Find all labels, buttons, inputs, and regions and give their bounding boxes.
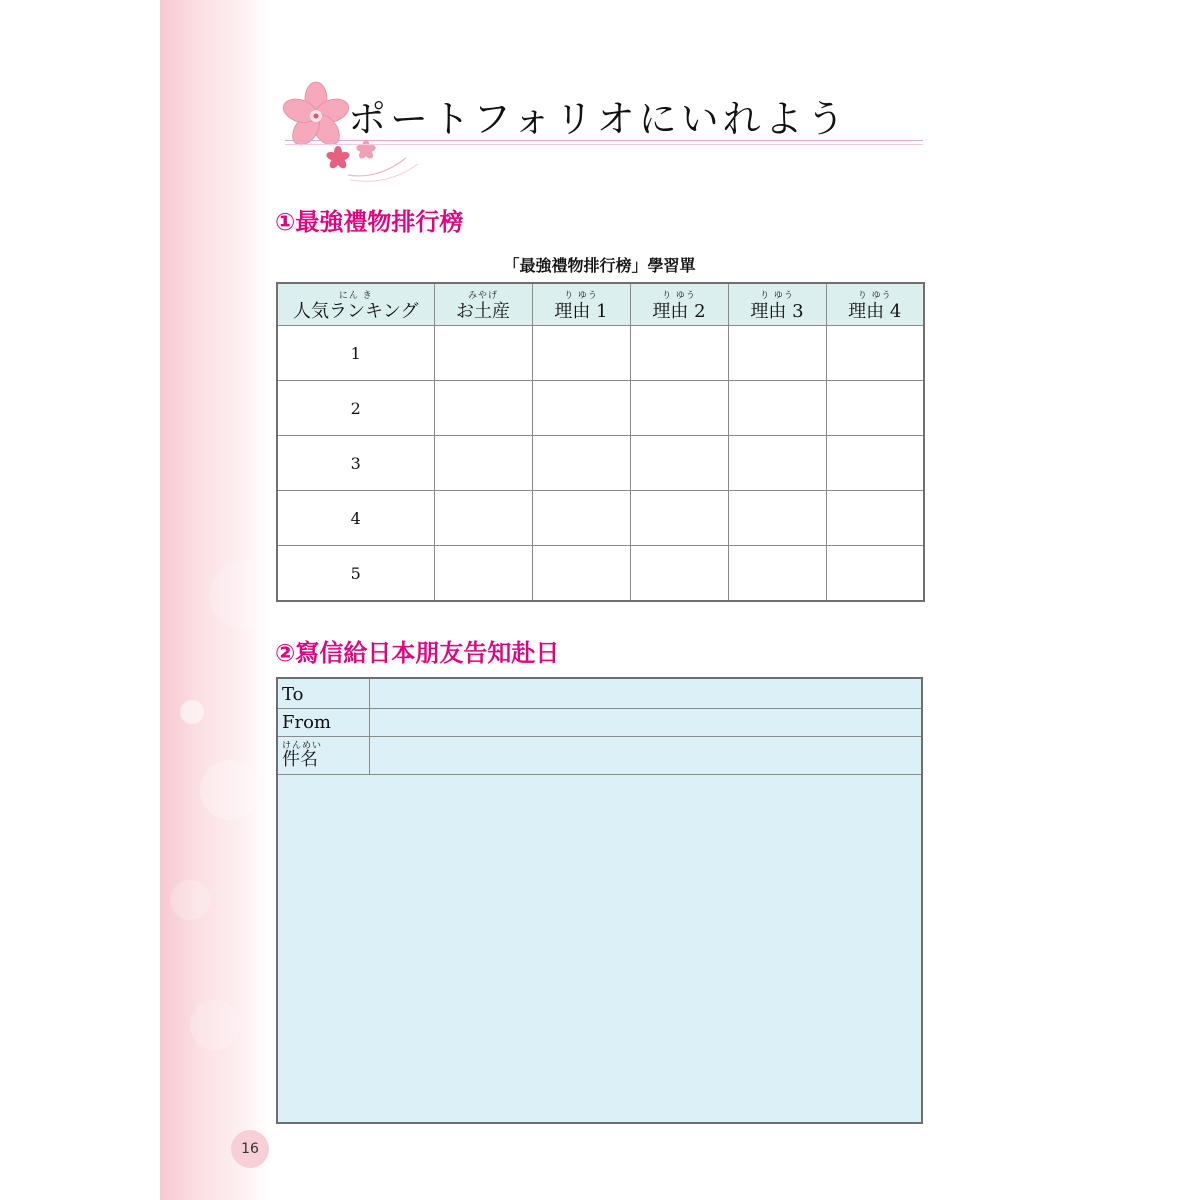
letter-to-row	[278, 679, 921, 709]
table-row	[277, 436, 924, 491]
header-ruby: みやげ	[467, 291, 498, 301]
to-label-cell	[278, 679, 370, 708]
letter-from-row	[278, 708, 921, 737]
section-heading-ranking: ①最強禮物排行榜	[275, 208, 464, 236]
ranking-table	[276, 282, 925, 602]
reason-cell[interactable]	[532, 491, 630, 546]
section-heading-letter: ②寫信給日本朋友告知赴日	[275, 639, 560, 667]
header-reason-2	[630, 283, 728, 326]
from-label-cell	[278, 708, 370, 736]
table-row	[277, 326, 924, 381]
table-row	[277, 381, 924, 436]
reason-cell[interactable]	[826, 546, 924, 602]
souvenir-cell[interactable]	[434, 491, 532, 546]
rank-cell: 1	[277, 326, 434, 381]
reason-cell[interactable]	[532, 326, 630, 381]
side-decoration-band	[160, 0, 272, 1200]
rank-cell: 2	[277, 381, 434, 436]
table-header-row	[277, 283, 924, 326]
reason-cell[interactable]	[728, 491, 826, 546]
subject-label: 件名	[282, 749, 318, 770]
reason-cell[interactable]	[532, 546, 630, 602]
rank-cell: 5	[277, 546, 434, 602]
reason-cell[interactable]	[532, 381, 630, 436]
header-popularity-ranking	[277, 283, 434, 326]
page-number: 16	[231, 1130, 269, 1168]
from-label: From	[282, 712, 331, 733]
reason-cell[interactable]	[630, 546, 728, 602]
rank-cell: 3	[277, 436, 434, 491]
to-label: To	[282, 684, 304, 705]
letter-subject-row	[278, 736, 921, 775]
reason-cell[interactable]	[630, 326, 728, 381]
title-underline	[285, 140, 923, 141]
page-title: ポートフォリオにいれよう	[348, 97, 849, 141]
table-row	[277, 546, 924, 602]
header-souvenir	[434, 283, 532, 326]
header-label: 人気ランキング	[293, 301, 419, 322]
reason-cell[interactable]	[532, 436, 630, 491]
table-caption: 「最強禮物排行榜」學習單	[503, 256, 696, 275]
reason-cell[interactable]	[826, 381, 924, 436]
reason-cell[interactable]	[826, 326, 924, 381]
header-label: お土産	[456, 301, 510, 322]
header-ruby: り ゆう	[564, 291, 598, 301]
reason-cell[interactable]	[630, 436, 728, 491]
header-label: 理由 2	[652, 301, 706, 322]
header-label: 理由 3	[750, 301, 804, 322]
header-ruby: にん き	[338, 291, 373, 301]
souvenir-cell[interactable]	[434, 326, 532, 381]
subject-label-cell	[278, 736, 370, 774]
table-row	[277, 491, 924, 546]
header-ruby: り ゆう	[662, 291, 696, 301]
header-ruby: り ゆう	[760, 291, 794, 301]
reason-cell[interactable]	[728, 546, 826, 602]
souvenir-cell[interactable]	[434, 436, 532, 491]
header-reason-1	[532, 283, 630, 326]
title-underline-secondary	[285, 144, 923, 145]
reason-cell[interactable]	[826, 436, 924, 491]
header-reason-4	[826, 283, 924, 326]
reason-cell[interactable]	[630, 491, 728, 546]
reason-cell[interactable]	[728, 381, 826, 436]
subject-ruby: けんめい	[282, 741, 323, 751]
header-label: 理由 1	[554, 301, 608, 322]
header-ruby: り ゆう	[857, 291, 892, 301]
letter-form	[276, 677, 923, 1124]
reason-cell[interactable]	[728, 326, 826, 381]
reason-cell[interactable]	[728, 436, 826, 491]
header-reason-3	[728, 283, 826, 326]
reason-cell[interactable]	[630, 381, 728, 436]
souvenir-cell[interactable]	[434, 546, 532, 602]
reason-cell[interactable]	[826, 491, 924, 546]
rank-cell: 4	[277, 491, 434, 546]
souvenir-cell[interactable]	[434, 381, 532, 436]
header-label: 理由 4	[848, 301, 902, 322]
